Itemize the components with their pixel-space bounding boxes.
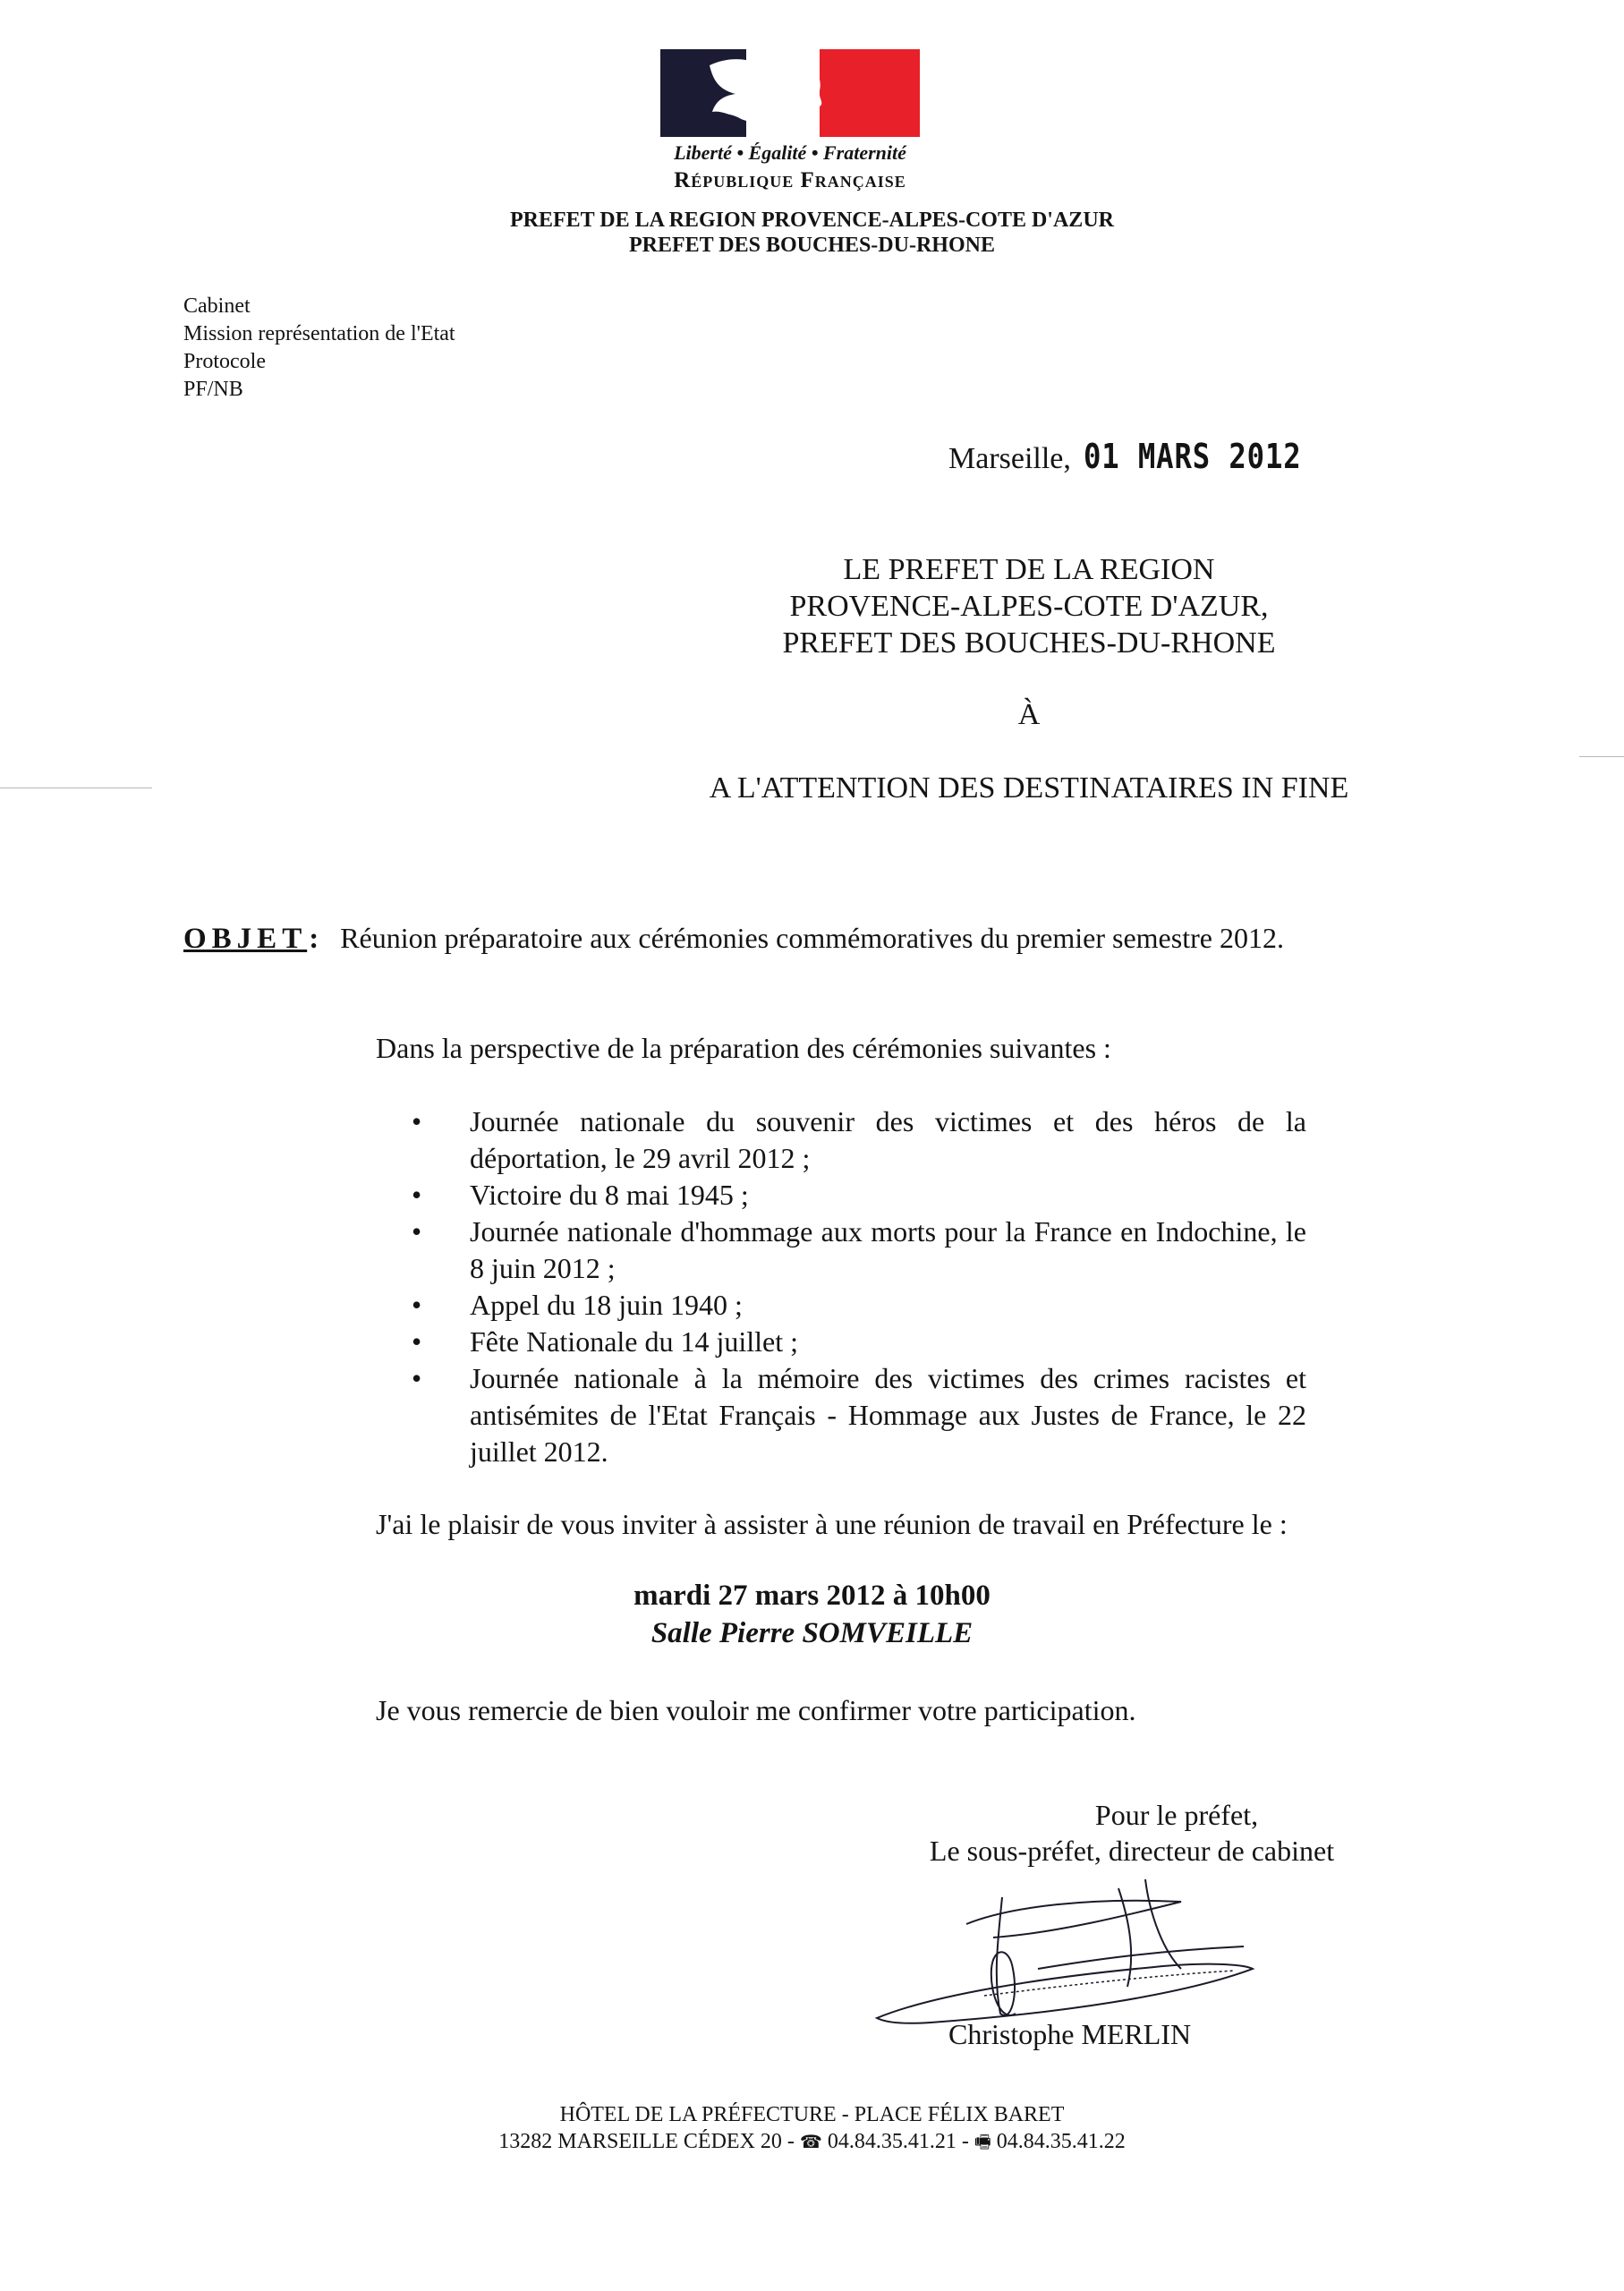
ceremony-text: Victoire du 8 mai 1945 ; <box>470 1179 749 1211</box>
handwritten-signature <box>859 1861 1280 2040</box>
date-stamp: 01 MARS 2012 <box>1083 437 1302 476</box>
ceremony-text: Journée nationale d'hommage aux morts pour la France en Indochine, le 8 juin 2012 ; <box>470 1215 1306 1284</box>
service-block <box>183 293 455 404</box>
footer-phone: 04.84.35.41.21 - <box>827 2130 969 2153</box>
marianne-flag-icon <box>660 49 920 137</box>
list-item <box>412 1214 1306 1287</box>
service-line-1: Cabinet <box>183 294 251 318</box>
subject-colon: : <box>309 923 319 955</box>
sender-line-3: PREFET DES BOUCHES-DU-RHONE <box>782 626 1276 660</box>
issuer-line-2: PREFET DES BOUCHES-DU-RHONE <box>629 234 995 257</box>
list-item <box>412 1324 1306 1360</box>
service-line-3: Protocole <box>183 350 266 373</box>
footer-fax: 04.84.35.41.22 <box>996 2130 1126 2153</box>
intro-paragraph: Dans la perspective de la préparation des cérémonies suivantes : <box>376 1032 1111 1064</box>
sender-line-1: LE PREFET DE LA REGION <box>843 553 1215 586</box>
ceremony-text: Journée nationale à la mémoire des victimes des crimes racistes et antisémites de l'Etat Français - Hommage aux Justes de France, le 22 juillet 2012. <box>470 1362 1306 1468</box>
ceremony-text: Appel du 18 juin 1940 ; <box>470 1289 743 1321</box>
ceremony-text: Fête Nationale du 14 juillet ; <box>470 1325 799 1358</box>
list-item <box>412 1360 1306 1470</box>
footer-city: 13282 MARSEILLE CÉDEX 20 - <box>498 2130 795 2153</box>
ceremony-list <box>412 1103 1306 1470</box>
telephone-icon: ☎ <box>799 2131 822 2152</box>
ceremony-text: Journée nationale du souvenir des victimes et des héros de la déportation, le 29 avril 2012 ; <box>470 1105 1306 1174</box>
meeting-room: Salle Pierre SOMVEILLE <box>650 1617 974 1649</box>
signatory-name: Christophe MERLIN <box>948 2018 1192 2050</box>
signature-for: Pour le préfet, <box>1094 1799 1259 1831</box>
recipient: A L'ATTENTION DES DESTINATAIRES IN FINE <box>709 771 1349 805</box>
bullet: • <box>412 1362 422 1394</box>
footer-contact-line <box>0 2128 1624 2155</box>
to-word: À <box>1017 698 1041 731</box>
footer <box>0 2101 1624 2155</box>
republique-francaise-logo <box>660 49 920 201</box>
sender-line-2: PROVENCE-ALPES-COTE D'AZUR, <box>789 590 1269 623</box>
republique-francaise-label: République Française <box>674 168 906 192</box>
subject-label: OBJET <box>183 923 308 955</box>
scan-artifact-line <box>1579 756 1624 757</box>
footer-address-line: HÔTEL DE LA PRÉFECTURE - PLACE FÉLIX BARET <box>559 2103 1065 2126</box>
date-place: Marseille, <box>948 442 1071 475</box>
service-line-2: Mission représentation de l'Etat <box>183 322 455 345</box>
invitation-paragraph: J'ai le plaisir de vous inviter à assister à une réunion de travail en Préfecture le : <box>376 1508 1288 1540</box>
subject-text: Réunion préparatoire aux cérémonies commémoratives du premier semestre 2012. <box>340 922 1284 954</box>
bullet: • <box>412 1215 422 1248</box>
bullet: • <box>412 1179 422 1211</box>
sender-block <box>698 551 1360 661</box>
list-item <box>412 1103 1306 1177</box>
dateline <box>948 437 1339 476</box>
fax-icon: 🖷 <box>974 2131 991 2152</box>
closing-paragraph: Je vous remercie de bien vouloir me confirmer votre participation. <box>376 1694 1136 1726</box>
list-item <box>412 1177 1306 1214</box>
reference-code: PF/NB <box>183 378 243 401</box>
issuer-line-1: PREFET DE LA REGION PROVENCE-ALPES-COTE D'AZUR <box>510 209 1114 232</box>
meeting-date: mardi 27 mars 2012 à 10h00 <box>633 1580 991 1612</box>
bullet: • <box>412 1325 422 1358</box>
motto: Liberté • Égalité • Fraternité <box>674 141 906 164</box>
list-item <box>412 1287 1306 1324</box>
subject-line <box>183 922 1284 956</box>
bullet: • <box>412 1289 422 1321</box>
signatory-role: Le sous-préfet, directeur de cabinet <box>929 1835 1335 1867</box>
bullet: • <box>412 1105 422 1137</box>
